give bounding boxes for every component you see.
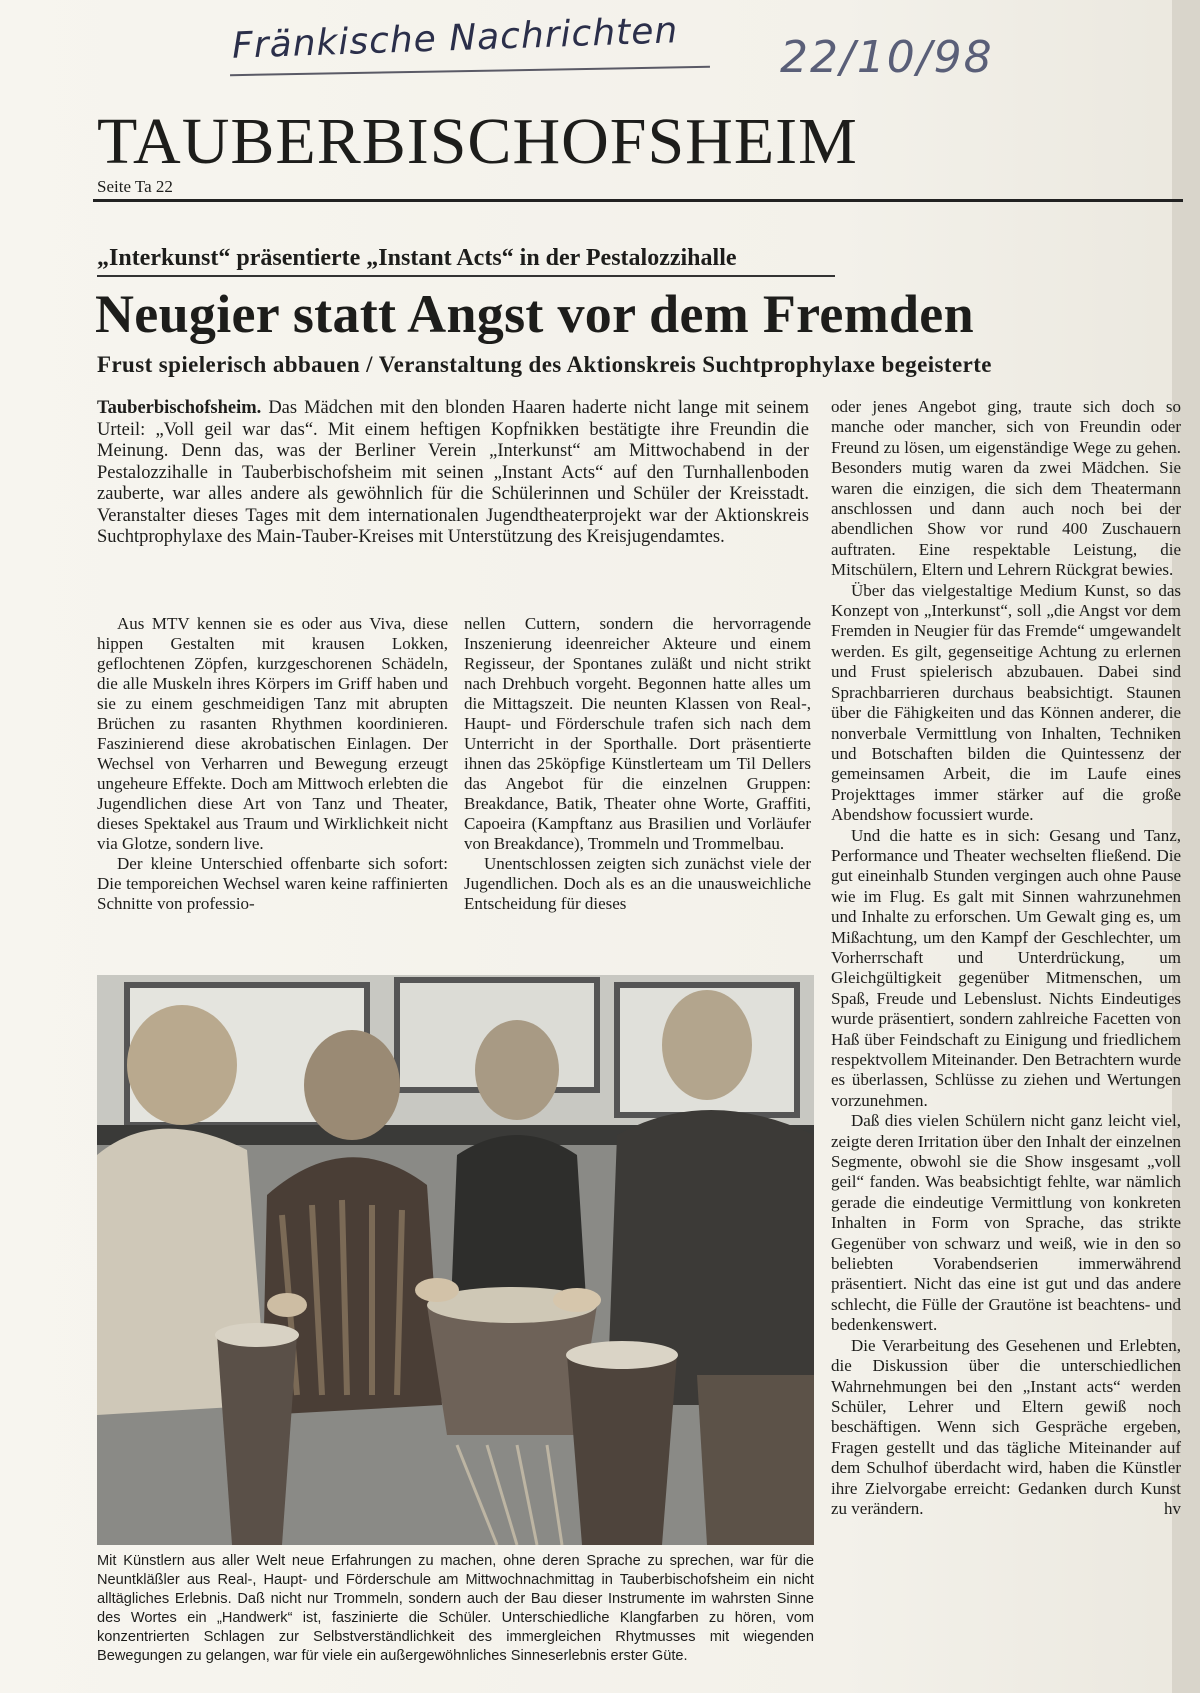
headline: Neugier statt Angst vor dem Fremden — [95, 284, 974, 344]
lead-paragraph — [97, 398, 809, 549]
photo-caption: Mit Künstlern aus aller Welt neue Erfahrungen zu machen, ohne deren Sprache zu sprechen, war für die Neuntkläßler aus Real-, Haupt- und Förderschule am Mittwochnachmittag in Tauberbischofsheim ein nicht alltägliches Erlebnis. Daß nicht nur Trommeln, sondern auch der Bau dieser Instrumente im wahrsten Sinne des Wortes ein „Handwerk“ ist, faszinierte die Schüler. Unterschiedliche Klangfarben zu hören, vom konzentrierten Schlagen zur Selbstverständlichkeit des immergleichen Rhytmusses mit wiegenden Bewegungen zu gelangen, war für viele ein außergewöhnliches Sinneserlebnis erster Güte. — [97, 1553, 814, 1664]
lead-text: Das Mädchen mit den blonden Haaren haderte nicht lange mit seinem Urteil: „Voll geil war das“. Mit einem heftigen Kopfnikken bestätigte ihre Freundin die Meinung. Denn das, was der Berliner Verein „Interkunst“ am Mittwochabend in der Pestalozzihalle in Tauberbischofsheim mit seinen „Instant Acts“ auf den Turnhallenboden zauberte, war alles andere als gewöhnlich für die Schülerinnen und Schüler der Kreisstadt. Veranstalter dieses Tages mit dem internationalen Jugendtheaterprojekt war der Aktionskreis Suchtprophylaxe des Main-Tauber-Kreises mit Unterstützung des Kreisjugendamtes. — [97, 398, 809, 547]
section-rule — [93, 199, 1183, 202]
subheadline: Frust spielerisch abbauen / Veranstaltung des Aktionskreis Suchtprophylaxe begeisterte — [97, 352, 992, 377]
paragraph: Aus MTV kennen sie es oder aus Viva, diese hippen Gestalten mit krausen Lokken, geflochtenen Zöpfen, kurzgeschorenen Schädeln, die alle Muskeln ihres Körpers im Griff haben und sie zu einem geschmeidigen Tanz mit abrupten Brüchen zu rasanten Rhythmen koordinieren. Faszinierend diese akrobatischen Einlagen. Der Wechsel von Verharren und Bewegung erzeugt ungeheure Effekte. Doch am Mittwoch erlebten die Jugendlichen diese Art von Tanz und Theater, dieses Spektakel aus Traum und Wirklichkeit nicht via Glotze, sondern live. — [97, 614, 448, 853]
paragraph: nellen Cuttern, sondern die hervorragende Inszenierung ideenreicher Akteure und einem Regisseur, der Spontanes zuläßt und nicht strikt nach Drehbuch vorgeht. Begonnen hatte alles um die Mittagszeit. Die neunten Klassen von Real-, Haupt- und Förderschule trafen sich nach dem Unterricht in der Sporthalle. Dort präsentierte ihnen das 25köpfige Künstlerteam um Til Dellers das Angebot für die einzelnen Gruppen: Breakdance, Batik, Theater ohne Worte, Graffiti, Capoeira (Kampftanz aus Brasilien und Vorläufer von Breakdance), Trommeln und Trommelbau. — [464, 614, 811, 853]
handwritten-underline — [230, 66, 710, 76]
dateline: Tauberbischofsheim. — [97, 398, 262, 418]
paragraph: Unentschlossen zeigten sich zunächst viele der Jugendlichen. Doch als es an die unausweichliche Entscheidung für dieses — [464, 854, 811, 913]
paragraph — [831, 1336, 1181, 1520]
paragraph: Der kleine Unterschied offenbarte sich sofort: Die temporeichen Wechsel waren keine raffinierten Schnitte von professio- — [97, 854, 448, 913]
kicker-underline — [97, 275, 835, 277]
page-reference: Seite Ta 22 — [97, 177, 173, 196]
paragraph: Über das vielgestaltige Medium Kunst, so das Konzept von „Interkunst“, soll „die Angst vor dem Fremden in Neugier für das Fremde“ umgewandelt werden. Es gilt, gegenseitige Achtung zu erlernen und Frust spielerisch abzubauen. Dabei sind Sprachbarrieren durchaus beabsichtigt. Staunen über die Fähigkeiten und das Können anderer, die nonverbale Vermittlung von Inhalten, Techniken und Botschaften bilden die Quintessenz der gemeinsamen Arbeit, die im Laufe eines Projekttages immer stärker auf die große Abendshow focussiert wurde. — [831, 580, 1181, 825]
paragraph: Und die hatte es in sich: Gesang und Tanz, Performance und Theater wechselten fließend. Die gut eineinhalb Stunden vergingen auch ohne Pause wie im Flug. Es galt mit Sinnen wahrzunehmen und Inhalte zu erforschen. Um Gewalt ging es, um Mißachtung, um den Kampf der Geschlechter, um Vorherrschaft und Unterdrückung, um Gleichgültigkeit gegenüber Mitmenschen, um Spaß, Freude und Lebenslust. Nichts Eindeutiges wurde präsentiert, sondern zahlreiche Facetten von Haß über Feindschaft zu Einigung und friedlichem respektvollem Miteinander. Den Betrachtern wurde es überlassen, Schlüsse zu ziehen und Wertungen vorzunehmen. — [831, 825, 1181, 1110]
article-column-2 — [464, 614, 811, 914]
article-column-3 — [831, 397, 1181, 1519]
kicker: „Interkunst“ präsentierte „Instant Acts“ in der Pestalozzihalle — [97, 245, 737, 271]
article-photo — [97, 975, 814, 1545]
author-initials: hv — [1164, 1498, 1181, 1518]
paragraph-text: Die Verarbeitung des Gesehenen und Erlebten, die Diskussion über die unterschiedlichen Wahrnehmungen bei den „Instant acts“ werden Schüler, Lehrer und Eltern gewiß noch beschäftigen. Wenn sich Gespräche ergeben, Fragen gestellt und das tägliche Miteinander auf dem Schulhof überdacht wird, haben die Künstler ihre Zielvorgabe erreicht: Gedanken durch Kunst zu verändern. — [831, 1335, 1181, 1518]
handwritten-source-note: Fränkische Nachrichten — [231, 10, 679, 67]
article-column-1 — [97, 614, 448, 914]
section-title: TAUBERBISCHOFSHEIM — [97, 105, 858, 178]
paragraph: Daß dies vielen Schülern nicht ganz leicht viel, zeigte deren Irritation über den Inhalt der einzelnen Segmente, obwohl sie die Show insgesamt „voll geil“ fanden. Was beabsichtigt fehlte, war nämlich gerade die eindeutige Vermittlung von konkreten Inhalten in Form von Sprache, das strikte Gegenüber von schwarz und weiß, wie in den so beliebten Vorabendserien immerwährend präsentiert. Nicht das eine ist gut und das andere schlecht, die Fülle der Grautöne ist beachtens- und bedenkenswert. — [831, 1111, 1181, 1335]
handwritten-date: 22/10/98 — [780, 32, 994, 83]
paragraph: oder jenes Angebot ging, traute sich doch so manche oder mancher, sich von Freundin oder Freund zu lösen, um eigenständige Wege zu gehen. Besonders mutig waren da zwei Mädchen. Sie waren die einzigen, die sich dem Theatermann anschlossen und dann auch noch bei der abendlichen Show vor rund 400 Zuschauern auftraten. Eine respektable Leistung, die Mitschülern, Eltern und Lehrern Rückgrat bewies. — [831, 397, 1181, 580]
photo-drummers-illustration — [97, 975, 814, 1545]
